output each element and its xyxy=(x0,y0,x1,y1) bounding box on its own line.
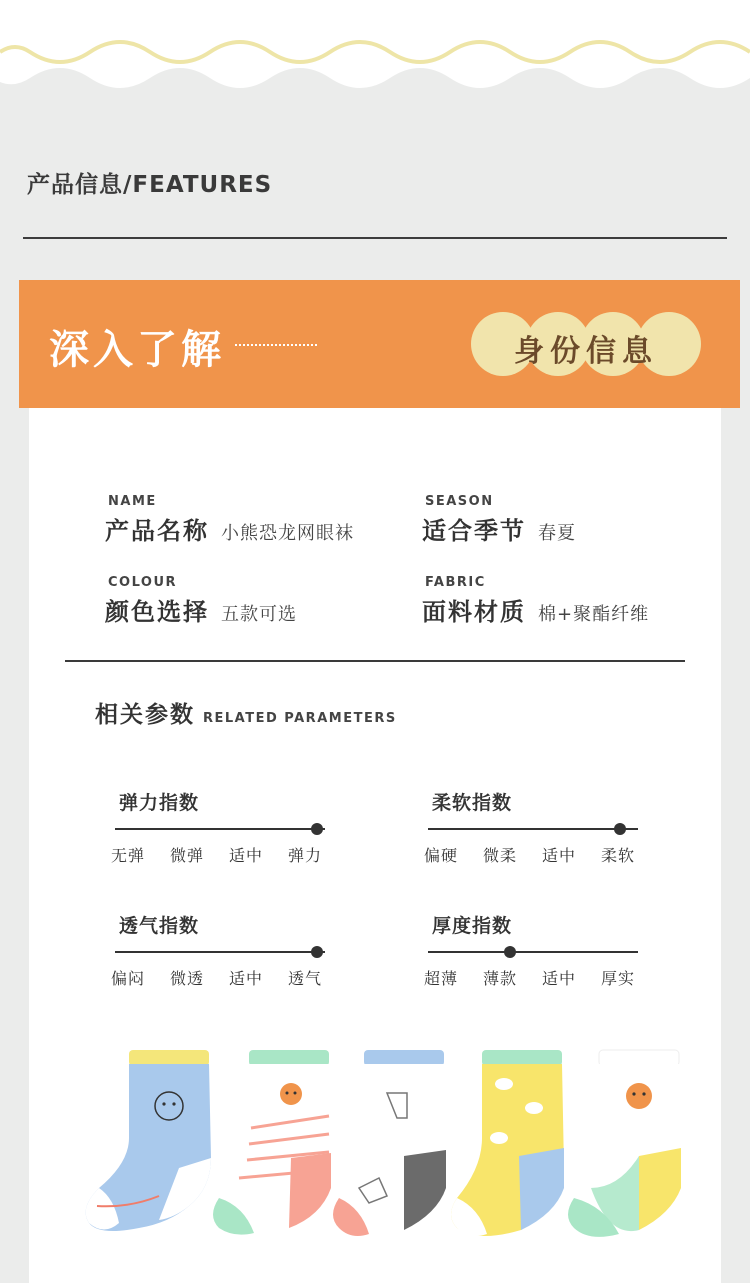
scale-breathability xyxy=(111,911,341,991)
scale-elasticity xyxy=(111,788,341,868)
scale-label: 弹力 xyxy=(288,846,323,865)
related-title xyxy=(95,696,397,729)
banner-title: 深入了解 xyxy=(49,327,225,373)
scale-marker xyxy=(311,823,323,835)
info-en-label: SEASON xyxy=(425,494,494,509)
scale-track xyxy=(428,951,638,953)
scale-label: 柔软 xyxy=(601,846,636,865)
card-divider xyxy=(65,660,685,662)
info-season xyxy=(422,494,576,546)
scale-track xyxy=(115,951,325,953)
scale-softness xyxy=(424,788,654,868)
info-value: 春夏 xyxy=(538,523,576,544)
related-en: RELATED PARAMETERS xyxy=(203,711,397,726)
sock-stripes-bear-icon xyxy=(213,1050,331,1236)
sock-yellow-panda-icon xyxy=(451,1050,564,1236)
scale-label: 无弹 xyxy=(111,846,146,865)
info-value: 棉+聚酯纤维 xyxy=(538,604,650,625)
scale-marker xyxy=(504,946,516,958)
scale-track xyxy=(428,828,638,830)
identity-pill xyxy=(471,312,701,376)
sock-dinosaur-icon xyxy=(333,1050,446,1236)
info-value: 五款可选 xyxy=(221,604,297,625)
title-divider xyxy=(23,237,727,239)
scale-label: 微柔 xyxy=(483,846,518,865)
scale-label: 微弹 xyxy=(170,846,205,865)
scale-title: 柔软指数 xyxy=(432,792,513,814)
info-fabric xyxy=(422,575,649,627)
info-card xyxy=(29,408,721,1283)
info-value: 小熊恐龙网眼袜 xyxy=(221,523,354,544)
info-en-label: NAME xyxy=(108,494,157,509)
scale-label: 偏硬 xyxy=(424,846,459,865)
scale-label: 适中 xyxy=(542,846,577,865)
scale-title: 厚度指数 xyxy=(432,915,513,937)
scale-label: 超薄 xyxy=(424,969,459,988)
scale-label: 适中 xyxy=(229,846,264,865)
scale-label: 透气 xyxy=(288,969,323,988)
scale-label: 适中 xyxy=(542,969,577,988)
wave-decoration xyxy=(0,0,750,100)
scale-title: 透气指数 xyxy=(119,915,200,937)
info-colour xyxy=(105,575,297,627)
info-en-label: FABRIC xyxy=(425,575,486,590)
info-name xyxy=(105,494,354,546)
scale-label: 厚实 xyxy=(601,969,636,988)
sock-bear-hello-icon xyxy=(568,1050,681,1237)
info-cn-label: 产品名称 xyxy=(105,517,209,545)
scale-title: 弹力指数 xyxy=(119,792,200,814)
orange-banner xyxy=(19,280,740,408)
info-en-label: COLOUR xyxy=(108,575,178,590)
related-cn: 相关参数 xyxy=(95,702,195,728)
info-cn-label: 颜色选择 xyxy=(105,598,209,626)
scale-label: 薄款 xyxy=(483,969,518,988)
scale-marker xyxy=(311,946,323,958)
pill-label: 身份信息 xyxy=(514,334,658,369)
scale-label: 微透 xyxy=(170,969,205,988)
scale-track xyxy=(115,828,325,830)
info-cn-label: 面料材质 xyxy=(422,598,526,626)
info-cn-label: 适合季节 xyxy=(422,517,526,545)
section-title: 产品信息/FEATURES xyxy=(27,172,273,198)
scale-label: 适中 xyxy=(229,969,264,988)
sock-blue-cat-icon xyxy=(86,1050,211,1231)
scale-label: 偏闷 xyxy=(111,969,146,988)
scale-thickness xyxy=(424,911,654,991)
scale-marker xyxy=(614,823,626,835)
socks-product-image xyxy=(59,1038,699,1258)
dotted-line xyxy=(235,344,317,346)
